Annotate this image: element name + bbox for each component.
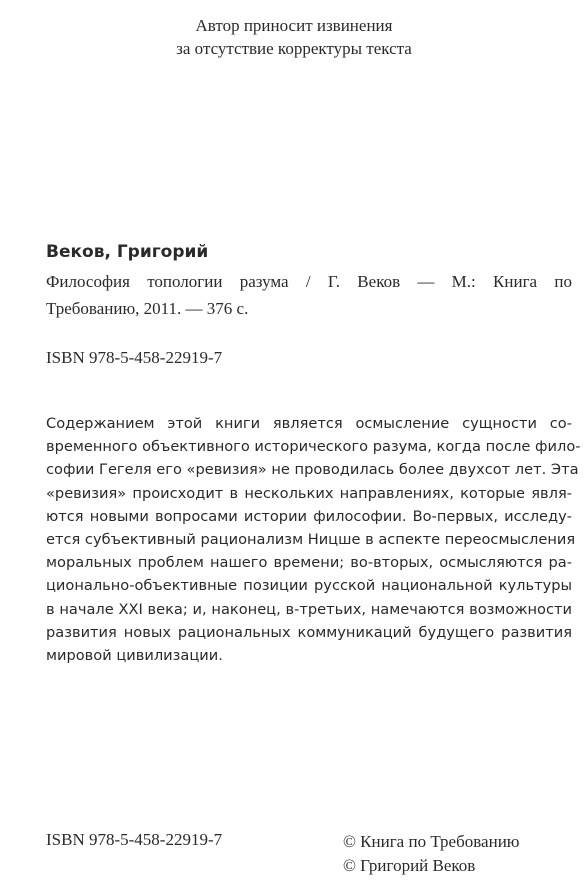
abstract-line: в начале XXI века; и, наконец, в-третьих, намечаются возможности [46, 600, 572, 618]
author-name: Веков, Григорий [46, 242, 209, 262]
abstract-line: софии Гегеля его «ревизия» не проводилась более двухсот лет. Эта [46, 461, 579, 479]
abstract-line: ются новыми вопросами истории философии. Во-первых, исследу- [46, 507, 572, 525]
abstract-line: мировой цивилизации. [46, 647, 223, 665]
abstract-line: Содержанием этой книги является осмысление сущности со- [46, 415, 572, 432]
apology-line-1: Автор приносит извинения [195, 16, 393, 35]
bibliographic-line-2: Требованию, 2011. — 376 с. [46, 299, 249, 318]
copyright-block [343, 830, 520, 878]
copyright-publisher: © Книга по Требованию [343, 832, 520, 851]
abstract-line: ется субъективный рационализм Ницше в аспекте переосмысления [46, 531, 576, 549]
abstract-line: ционально-объективные позиции русской национальной культуры [46, 577, 572, 595]
bibliographic-line-1: Философия топологии разума / Г. Веков — М.: Книга по [46, 272, 572, 291]
abstract-line: «ревизия» происходит в нескольких направлениях, которые явля- [46, 484, 572, 502]
bibliographic-record [46, 268, 572, 322]
apology-note [0, 14, 588, 60]
abstract-line: моральных проблем нашего времени; во-вторых, осмысляются ра- [46, 554, 572, 572]
isbn-top: ISBN 978-5-458-22919-7 [46, 348, 223, 367]
isbn-bottom: ISBN 978-5-458-22919-7 [46, 830, 223, 849]
abstract-line: временного объективного исторического разума, когда после фило- [46, 438, 581, 456]
apology-line-2: за отсутствие корректуры текста [176, 39, 412, 58]
copyright-author: © Григорий Веков [343, 856, 476, 875]
abstract-line: развития новых рациональных коммуникаций будущего развития [46, 623, 572, 641]
abstract-paragraph [46, 412, 581, 667]
